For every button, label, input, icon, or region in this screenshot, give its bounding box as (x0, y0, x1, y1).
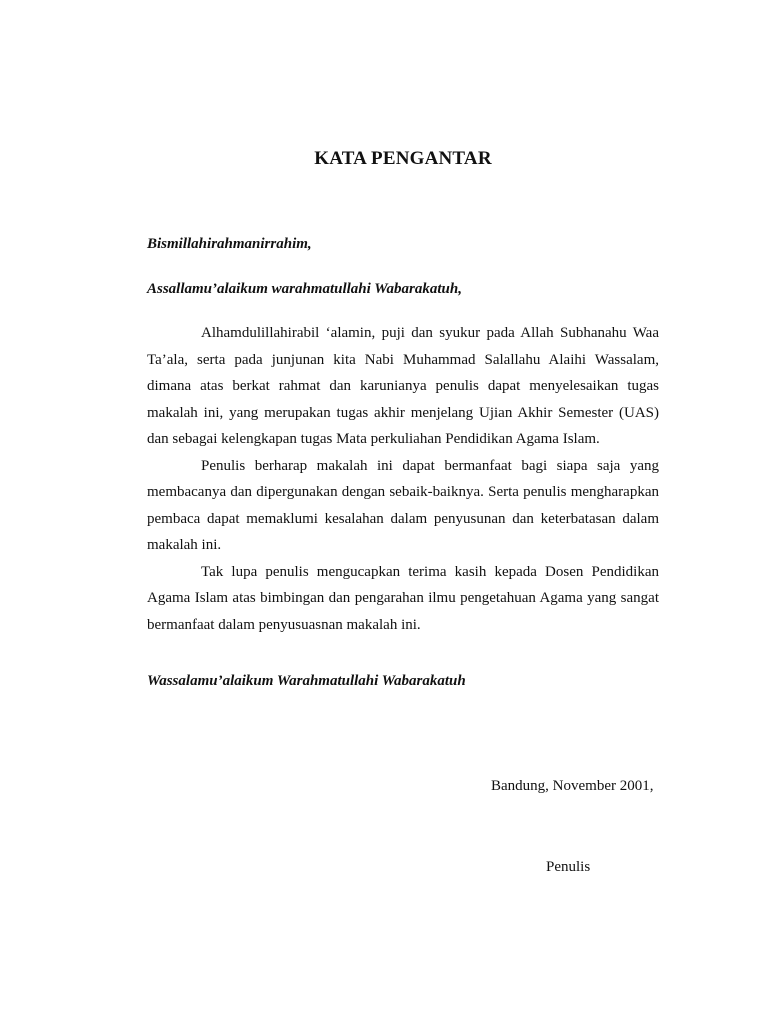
body-text (147, 320, 659, 638)
paragraph: Tak lupa penulis mengucapkan terima kasih kepada Dosen Pendidikan Agama Islam atas bimbingan dan pengarahan ilmu pengetahuan Agama yang sangat bermanfaat dalam penyusuasnan makalah ini. (147, 563, 659, 633)
paragraph: Alhamdulillahirabil ‘alamin, puji dan syukur pada Allah Subhanahu Waa Ta’ala, serta pada junjunan kita Nabi Muhammad Salallahu Alaihi Wassalam, dimana atas berkat rahmat dan karunianya penulis dapat menyelesaikan tugas makalah ini, yang merupakan tugas akhir menjelang Ujian Akhir Semester (UAS) dan sebagai kelengkapan tugas Mata perkuliahan Pendidikan Agama Islam. (147, 325, 659, 447)
closing-salutation: Wassalamu’alaikum Warahmatullahi Wabarakatuh (147, 673, 466, 689)
author-signature: Penulis (546, 859, 591, 875)
document-title: KATA PENGANTAR (314, 148, 492, 169)
place-date: Bandung, November 2001, (491, 778, 654, 794)
paragraph: Penulis berharap makalah ini dapat bermanfaat bagi siapa saja yang membacanya dan dipergunakan dengan sebaik-baiknya. Serta penulis mengharapkan pembaca dapat memaklumi kesalahan dalam penyusunan dan keterbatasan dalam makalah ini. (147, 457, 659, 553)
greeting-salutation: Assallamu’alaikum warahmatullahi Wabarakatuh, (147, 281, 462, 297)
opening-salutation: Bismillahirahmanirrahim, (147, 236, 312, 252)
